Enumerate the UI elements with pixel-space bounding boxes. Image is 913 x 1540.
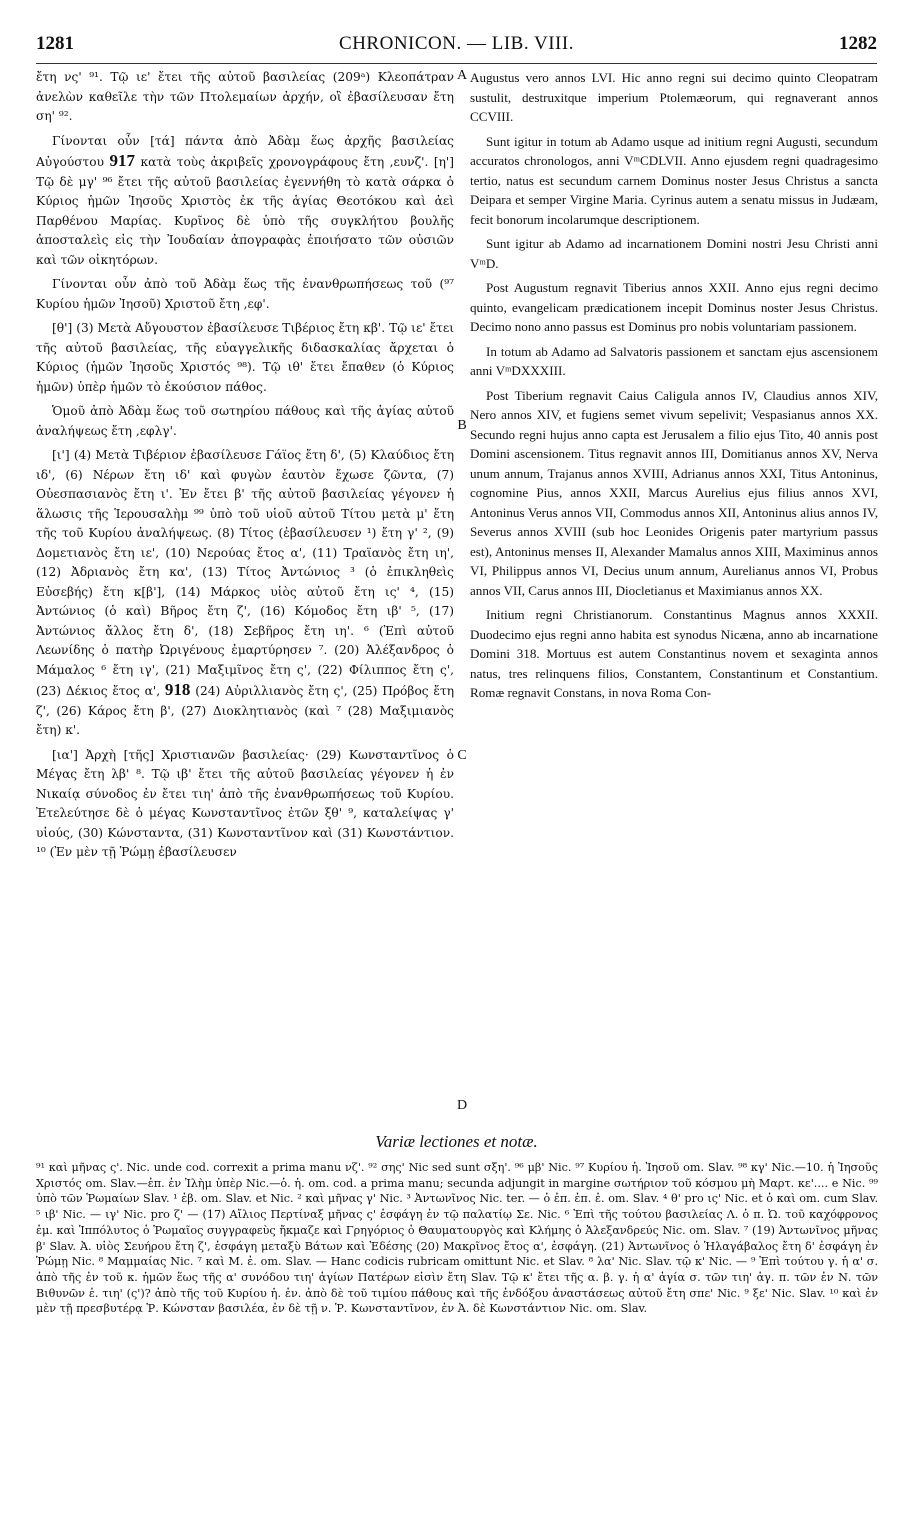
running-title: CHRONICON. — LIB. VIII.: [339, 33, 574, 54]
migne-column-number: 918: [164, 680, 191, 699]
greek-paragraph: [ι'] (4) Μετὰ Τιβέριον ἐβασίλευσε Γάϊος ἔτη δ', (5) Κλαύδιος ἔτη ιδ', (6) Νέρων ἔτη ιδ' καὶ φυγὼν ἑαυτὸν ἔχωσε ζῶντα, (7) Οὐεσπασιανὸς ἔτη ι'. Ἐν ἔτει β' τῆς αὐτοῦ βασιλείας γέγονεν ἡ ἅλωσις τῆς Ἱερουσαλὴμ ⁹⁹ ὑπὸ τοῦ υἱοῦ αὐτοῦ Τίτου μετὰ μ' ἔτη τῆς τοῦ Κυρίου ἀναλήψεως. (8) Τίτος (ἐβασίλευσεν ¹) ἔτη γ' ², (9) Δομετιανὸς ἔτη ιε', (10) Νερούας ἔτος α', (11) Τραϊανὸς ἔτη ιη', (12) Ἀδριανὸς ἔτη κα', (13) Τίτος Ἀντώνιος ³ (ὁ ἐπικληθεὶς Εὐσεβής) ἔτη κ[β'], (14) Μάρκος υἱὸς αὐτοῦ ἔτη ις' ⁴, (15) Ἀντώνιος (ὁ καὶ) Βῆρος ἔτη ζ', (16) Κόμοδος ἔτη ιβ' ⁵, (17) Ἀντώνιος ἄλλος ἔτη δ', (18) Σεβῆρος ἔτη ιη'. ⁶ (Ἐπὶ αὐτοῦ Λεωνίδης ὁ πατὴρ Ὠριγένους ἐμαρτύρησεν ⁷. (20) Ἀλέξανδρος ὁ Μάμαλος ⁶ ἔτη ιγ', (21) Μαξιμῖνος ἔτη ς', (22) Φίλιππος ἔτη ς', (23) Δέκιος ἔτος α', 918 (24) Αὐριλλιανὸς ἔτη ς', (25) Πρόβος ἔτη ζ', (26) Κάρος ἔτη β', (27) Διοκλητιανὸς (καὶ ⁷ (28) Μαξιμιανὸς ἔτη) κ'.: [36, 448, 455, 737]
latin-paragraph: Post Augustum regnavit Tiberius annos XXII. Anno ejus regni decimo quinto, evangelicam prædicationem incepit Dominus noster Jesus Christus. Decimo nono anno passus est Dominus pro nobis voluntariam passionem.: [470, 280, 878, 334]
margin-marker-a: A: [456, 68, 468, 83]
margin-marker-b: B: [457, 418, 467, 433]
latin-paragraph: Initium regni Christianorum. Constantinus Magnus annos XXXII. Duodecimo ejus regni anno habita est synodus Nicæna, anno ab incarnatione Domini 318. Mortuus est autem Constantinus novem et sexaginta annos natus, tres relinquens filios, Constantem, Constantinum et Constantium. Romæ regnavit Constans, in nova Roma Con-: [470, 607, 878, 700]
greek-paragraph: [ια'] Ἀρχὴ [τῆς] Χριστιανῶν βασιλείας· (29) Κωνσταντῖνος ὁ Μέγας ἔτη λβ' ⁸. Τῷ ιβ' ἔτει τῆς αὐτοῦ βασιλείας γέγονεν ἡ ἐν Νικαίᾳ σύνοδος ἐν ἔτει τιη' ἀπὸ τῆς ἐνανθρωπήσεως τοῦ Κυρίου. Ἐτελεύτησε δὲ ὁ μέγας Κωνσταντῖνος ἐτῶν ξθ' ⁹, καταλείψας γ' υἱούς, (30) Κώνσταντα, (31) Κωνσταντῖνον καὶ (31) Κωνστάντιον. ¹⁰ (Ἐν μὲν τῇ Ῥώμῃ ἐβασίλευσεν: [36, 747, 454, 859]
notes-heading: Variæ lectiones et notæ.: [375, 1132, 538, 1151]
margin-marker-d: D: [456, 1098, 468, 1113]
latin-paragraph: Sunt igitur ab Adamo ad incarnationem Domini nostri Jesu Christi anni VᵐD.: [470, 236, 878, 271]
running-header: [36, 33, 877, 64]
latin-paragraph: Augustus vero annos LVI. Hic anno regni sui decimo quinto Cleopatram sustulit, destruxitque imperium Ptolemæorum, qui regnaverant annos CCVIII.: [470, 70, 878, 124]
latin-paragraph: In totum ab Adamo ad Salvatoris passionem et sanctam ejus ascensionem anni VᵐDXXXIII.: [470, 343, 878, 378]
greek-column: [36, 68, 454, 868]
greek-paragraph: Γίνονται οὖν ἀπὸ τοῦ Ἀδὰμ ἕως τῆς ἐνανθρωπήσεως τοῦ (⁹⁷ Κυρίου ἡμῶν Ἰησοῦ) Χριστοῦ ἔτη ,εφ'.: [36, 277, 454, 311]
greek-paragraph: [θ'] (3) Μετὰ Αὔγουστον ἐβασίλευσε Τιβέριος ἔτη κβ'. Τῷ ιε' ἔτει τῆς αὐτοῦ βασιλείας, τῆς εὐαγγελικῆς διδασκαλίας ἄρχεται ὁ Κύριος (ἡμῶν Ἰησοῦς Χριστός ⁹⁸). Τῷ ιθ' ἔτει ἔπαθεν (ὁ Κύριος ἡμῶν) ὑπὲρ ἡμῶν τὸ ἑκούσιον πάθος.: [36, 321, 454, 394]
greek-paragraph: Γίνονται οὖν [τά] πάντα ἀπὸ Ἀδὰμ ἕως ἀρχῆς βασιλείας Αὐγούστου 917 κατὰ τοὺς ἀκριβεῖς χρονογράφους ἔτη ,ευνζ'. [η'] Τῷ δὲ μγ' ⁹⁶ ἔτει τῆς αὐτοῦ βασιλείας ἐγεννήθη τὸ κατὰ σάρκα ὁ Κύριος ἡμῶν Ἰησοῦς Χριστὸς ἐκ τῆς ἁγίας Θεοτόκου καὶ ἀεὶ Παρθένου Μαρίας. Κυρῖνος δὲ ὑπὸ τῆς συγκλήτου βουλῆς ἀποσταλεὶς εἰς τὴν Ἰουδαίαν ἀπογραφὰς ἐποιήσατο τῶν οὐσιῶν καὶ τῶν οἰκητόρων.: [36, 133, 455, 267]
page-number-right: 1282: [838, 33, 877, 54]
two-column-text: [36, 68, 878, 1128]
migne-column-number: 917: [109, 151, 136, 170]
greek-paragraph: ἔτη νς' ⁹¹. Τῷ ιε' ἔτει τῆς αὐτοῦ βασιλείας (209ᵃ) Κλεοπάτραν ἀνελὼν καθεῖλε τὴν τῶν Πτολεμαίων ἀρχήν, οἳ ἐβασίλευσαν ἔτη ση' ⁹².: [36, 70, 454, 123]
variant-readings-notes: ⁹¹ καὶ μῆνας ς'. Nic. unde cod. correxit a prima manu νζ'. ⁹² σης' Nic sed sunt σξη'. ⁹⁶ μβ' Nic. ⁹⁷ Κυρίου ἡ. Ἰησοῦ om. Slav. ⁹⁸ κγ' Nic.—10. ἡ Ἰησοῦς Χριστός om. Slav.—ἐπ. ἐν Ἰλὴμ ὑπὲρ Nic.—ὁ. ἡ. om. cod. a prima manu; secunda adjungit in margine σωτήριον τοῦ κόσμου μὴ Μαρτ. κε'.... e Nic. ⁹⁹ ὑπὸ τῶν Ῥωμαίων Slav. ¹ ἐβ. om. Slav. et Nic. ² καὶ μῆνας γ' Nic. ³ Ἀντωνῖνος Nic. ter. — ὁ ἐπ. ἐπ. ἐ. om. Slav. ⁴ θ' pro ις' Nic. et ὁ καὶ om. cum Slav. ⁵ ιβ' Nic. — ιγ' Nic. pro ζ' — (17) Αἴλιος Περτίναξ μῆνας ς' ἐσφάγη ἐν τῷ παλατίῳ Σε. Nic. ⁶ Ἐπὶ τῆς τούτου βασιλείας Λ. ὁ π. Ὠ. τοῦ καχόφρονος ἐμ. καὶ Ἱππόλυτος ὁ Ῥωμαῖος συγγραφεὺς ἤκμαζε καὶ Γρηγόριος ὁ Θαυματουργὸς καὶ Κλήμης ὁ Ἀλεξανδρεύς Nic. om. Slav. ⁷ (19) Ἀντωνῖνος μῆνας β' Slav. Ἀ. υἱὸς Σευήρου ἔτη ζ', ἐσφάγη μεταξὺ Βάτων καὶ Ἐδέσης (20) Μακρῖνος ἔτος α', ἐσφάγη. (21) Ἀντωνῖνος ὁ Ἡλαγάβαλος ἔτη δ' ἐσφάγη ἐν Ῥώμῃ Nic. ⁸ Μαμμαίας Nic. ⁷ καὶ Μ. ἐ. om. Slav. — Hanc codicis rubricam omittunt Nic. et Slav. ⁸ λα' Nic. Slav. τῷ κ' Nic. — ⁹ Ἐπὶ τούτου γ. ἡ α' σ. ἀπὸ τῆς ἐν τοῦ κ. ἡμῶν ἕως τῆς α' συνόδου τιη' ἁγίων Πατέρων εἰσὶν ἔτη Slav. Τῷ κ' ἔτει τῆς α. β. γ. ἡ α' ἁγία σ. τῶν τιη' ἁγ. π. τῶν ἐν Ν. τῶν Βιθυνῶν ἐ. τιη' (ς')? ἀπὸ τῆς τοῦ Κυρίου ἡ. ἐν. ἀπὸ δὲ τοῦ τιμίου πάθους καὶ τῆς ἐνδόξου ἀναστάσεως αὐτοῦ ἔτη σπε' Nic. ⁹ ξε' Nic. Slav. ¹⁰ καὶ ἐν μὲν τῇ πρεσβυτέρᾳ Ῥ. Κώνσταν βασιλέα, ἐν δὲ τῇ ν. Ῥ. Κωνσταντῖνον, ἐν Ἀ. δὲ Κωνστάντιον Nic. om. Slav.: [36, 1161, 878, 1316]
greek-paragraph: Ὁμοῦ ἀπὸ Ἀδὰμ ἕως τοῦ σωτηρίου πάθους καὶ τῆς ἁγίας αὐτοῦ ἀναλήψεως ἔτη ,εφλγ'.: [36, 404, 454, 438]
latin-column: [470, 68, 878, 708]
latin-paragraph: Post Tiberium regnavit Caius Caligula annos IV, Claudius annos XIV, Nero annos XIV, et fugiens semet vivum sepelivit; Vespasianus annos XX. Secundo regni hujus anno capta est Jerusalem a filio ejus Tito, 40 annis post Domini ascensionem. Titus regnavit annos III, Domitianus annos XV, Nerva unum annum, Trajanus annos XVIII, Adrianus annos XXI, Titus Antoninus, cognomine Pius, annos XXII, Marcus Aurelius ejus filius annos XVI, Antoninus Verus annos VII, Commodus annos XII, Antoninus alius annos IV, Severus annos XVIII (sub hoc Leonides Origenis pater martyrium passus est), Antoninus menses II, Alexander Mamalus annos XIII, Maximinus annos VI, Philippus annos VI, Decius unum annum, Aurelianus annos VI, Probus annos VII, Carus annos III, Diocletianus et Maximianus annos XX.: [470, 387, 878, 598]
page-number-left: 1281: [36, 33, 74, 54]
margin-marker-c: C: [457, 748, 467, 763]
latin-paragraph: Sunt igitur in totum ab Adamo usque ad initium regni Augusti, secundum accuratos chronologos, anni VᵐCDLVII. Anno ejusdem regni quadragesimo tertio, natus est secundum carnem Dominus noster Jesus Christus a sancta Deipara et semper Virgine Maria. Cyrinus autem a senatu missus in Judæam, fecit bonorum incolarumque descriptionem.: [470, 133, 878, 227]
